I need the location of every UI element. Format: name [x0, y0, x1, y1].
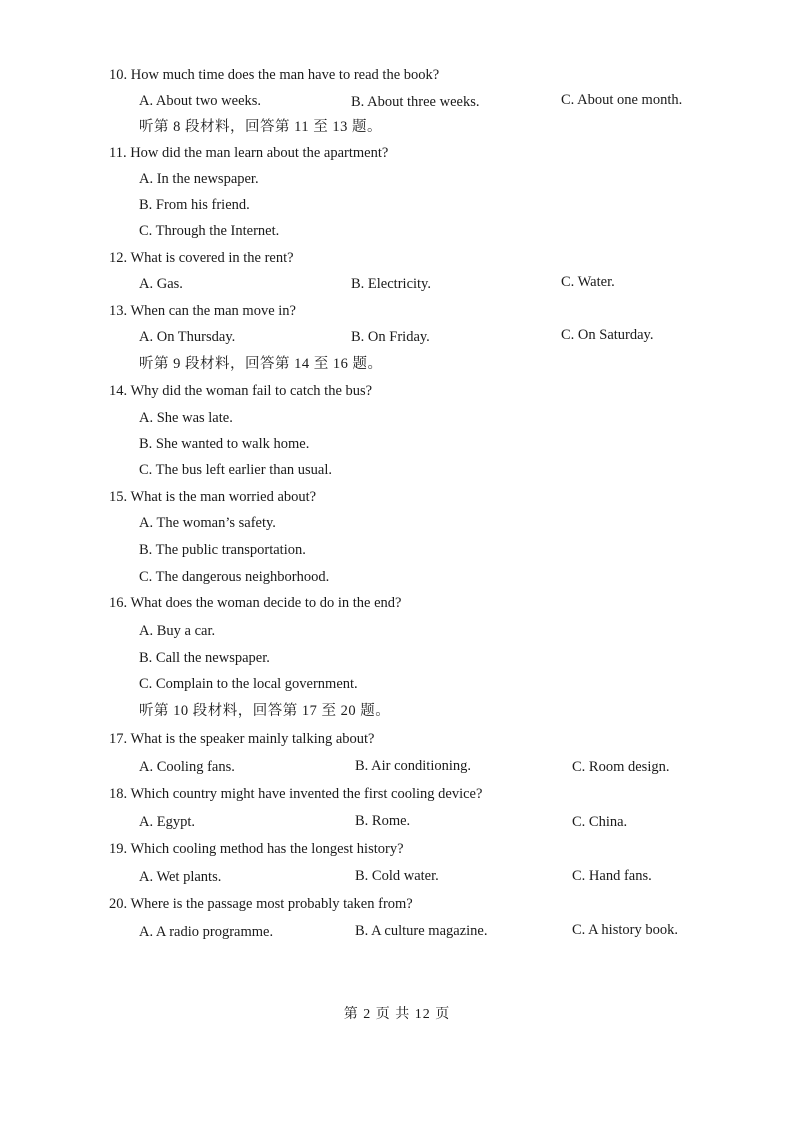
question-18-option-b: B. Rome. — [355, 813, 411, 829]
question-10-option-c: C. About one month. — [561, 92, 683, 108]
page-footer: 第 2 页 共 12 页 — [343, 1007, 451, 1022]
question-10-option-b: B. About three weeks. — [351, 94, 480, 110]
question-19-option-b: B. Cold water. — [355, 868, 439, 884]
question-20-option-a: A. A radio programme. — [139, 924, 274, 940]
question-18-option-c: C. China. — [572, 814, 628, 830]
question-13-option-c: C. On Saturday. — [561, 327, 654, 343]
question-12-option-b: B. Electricity. — [351, 276, 431, 292]
section-10-instruction: 听第 10 段材料，回答第 17 至 20 题。 — [139, 703, 391, 719]
question-15-stem: 15. What is the man worried about? — [109, 489, 317, 505]
question-16-option-b: B. Call the newspaper. — [139, 650, 270, 666]
question-15-option-a: A. The woman’s safety. — [139, 515, 276, 531]
question-15-option-b: B. The public transportation. — [139, 542, 306, 558]
question-11-option-a: A. In the newspaper. — [139, 171, 259, 187]
question-20-option-b: B. A culture magazine. — [355, 923, 488, 939]
question-13-stem: 13. When can the man move in? — [109, 303, 296, 319]
question-17-option-b: B. Air conditioning. — [355, 758, 471, 774]
question-12-option-a: A. Gas. — [139, 276, 183, 292]
question-20-option-c: C. A history book. — [572, 922, 678, 938]
question-18-option-a: A. Egypt. — [139, 814, 195, 830]
question-14-option-b: B. She wanted to walk home. — [139, 436, 310, 452]
question-11-stem: 11. How did the man learn about the apartment? — [109, 145, 389, 161]
question-14-option-a: A. She was late. — [139, 410, 233, 426]
question-18-stem: 18. Which country might have invented the first cooling device? — [109, 786, 483, 802]
question-13-option-a: A. On Thursday. — [139, 329, 236, 345]
question-17-option-a: A. Cooling fans. — [139, 759, 235, 775]
question-11-option-c: C. Through the Internet. — [139, 223, 280, 239]
question-10-stem: 10. How much time does the man have to read the book? — [109, 67, 440, 83]
question-19-option-a: A. Wet plants. — [139, 869, 222, 885]
question-13-option-b: B. On Friday. — [351, 329, 430, 345]
question-12-option-c: C. Water. — [561, 274, 615, 290]
question-19-stem: 19. Which cooling method has the longest history? — [109, 841, 404, 857]
question-14-option-c: C. The bus left earlier than usual. — [139, 462, 333, 478]
question-16-option-a: A. Buy a car. — [139, 623, 216, 639]
question-15-option-c: C. The dangerous neighborhood. — [139, 569, 330, 585]
question-10-option-a: A. About two weeks. — [139, 93, 262, 109]
section-9-instruction: 听第 9 段材料，回答第 14 至 16 题。 — [139, 356, 383, 372]
question-17-stem: 17. What is the speaker mainly talking about? — [109, 731, 375, 747]
question-14-stem: 14. Why did the woman fail to catch the bus? — [109, 383, 373, 399]
question-20-stem: 20. Where is the passage most probably taken from? — [109, 896, 413, 912]
question-16-option-c: C. Complain to the local government. — [139, 676, 358, 692]
question-12-stem: 12. What is covered in the rent? — [109, 250, 294, 266]
question-16-stem: 16. What does the woman decide to do in the end? — [109, 595, 402, 611]
question-19-option-c: C. Hand fans. — [572, 868, 652, 884]
section-8-instruction: 听第 8 段材料，回答第 11 至 13 题。 — [139, 119, 382, 135]
question-11-option-b: B. From his friend. — [139, 197, 250, 213]
question-17-option-c: C. Room design. — [572, 759, 670, 775]
